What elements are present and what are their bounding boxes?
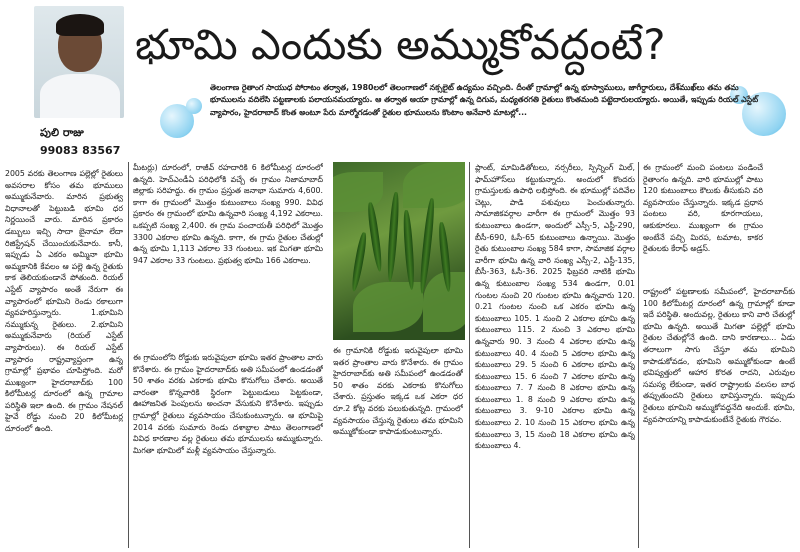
- column-divider: [638, 162, 639, 548]
- article-column-3: ఈ గ్రామానికి రోడ్డుకు ఇరువైపులా భూమి ఇతర ప్రాంతాల వారు కొనేశారు. ఈ గ్రామం హైదరాబాద్‌కు అతి సమీపంలో ఉండడంతో 50 శాతం వరకు ఎకరాకు కొనుగోలు చేశారు. ప్రస్తుతం ఇక్కడ ఒక ఎకరా ధర రూ.2 కోట్ల వరకు పలుకుతున్నది. గ్రామంలో వ్యవసాయం చేస్తున్న రైతులు తమ భూమిని అమ్ముకోకుండా కాపాడుకుంటున్నారు.: [333, 346, 463, 437]
- article-column-2: మీటర్లు) దూరంలో, రాజీవ్ రహదారికి 6 కిలోమీటర్ల దూరంలో ఉన్నది. హెచ్ఎండీఏ పరిధిలోకి వచ్చే ఈ గ్రామం నిజామాబాద్ జిల్లాకు సరిహద్దు. ఈ గ్రామం ప్రస్తుత జనాభా సుమారు 4,600. కాగా ఈ గ్రామంలో మొత్తం కుటుంబాలు సంఖ్య 990. వివిధ ప్రకారం ఈ గ్రామంలో భూమి ఉన్నవారి సంఖ్య 4,192 ఎకరాలు. ఒకప్పటి సంఖ్య 2,400. ఈ గ్రామ పంచాయతీ పరిధిలో మొత్తం 3300 ఎకరాల భూమి ఉన్నది. కాగా, ఈ గ్రామ రైతుల చేతుల్లో ఉన్న భూమి 1,113 ఎకరాల 33 గుంటలు. ఇక మిగతా భూమి 947 ఎకరాల 33 గుంటలు. ప్రభుత్వ భూమి 166 ఎకరాలు.: [133, 163, 323, 265]
- column-divider: [128, 162, 129, 548]
- chilli-plant-photo: [333, 162, 465, 340]
- headline: భూమి ఎందుకు అమ్ముకోవద్దంటే?: [135, 20, 666, 69]
- author-phone: 99083 83567: [40, 144, 121, 157]
- author-box: [0, 0, 135, 160]
- article-column-5: ఈ గ్రామంలో మంచి పంటలు పండించే రైతాంగం ఉన్నది. వారి భూముల్లో పాటు 120 కుటుంబాలు కౌలుకు తీసుకుని వరి వ్యవసాయం చేస్తున్నారు. ఇక్కడ ప్రధాన పంటలు వరి, కూరగాయలు, ఆకుకూరలు. ముఖ్యంగా ఈ గ్రామం అంటేనే పచ్చి మిరప, టమాట, కాకర రైతులకు కేరాఫ్ అడ్రస్.: [643, 163, 763, 254]
- article-column-5-lower: రాష్ట్రంలో పట్టణాలకు సమీపంలో, హైదరాబాద్‌కు 100 కిలోమీటర్ల దూరంలో ఉన్న గ్రామాల్లో కూడా ఇదే పరిస్థితి. అందువల్ల, రైతులు కాని వారి చేతుల్లో భూమి ఉన్నది. అయితే మిగతా పల్లెల్లో భూమి రైతుల చేతుల్లోనే ఉంది. దాని కారణాలు... ఏడు తరాలుగా సాగు చేస్తూ తమ భూమిని కాపాడుకోవడం, భూమిని అమ్ముకోకుండా ఉంటే భవిష్యత్తులో ఆహార కొరత రాదని, ఎరువుల సమస్య లేకుండా, ఇతర రాష్ట్రాలకు వలసల బాధ తప్పుతుందని రైతులు భావిస్తున్నారు. ఇప్పుడు రైతులు భూమిని అమ్ముకోవద్దనేది అందుకే. భూమి, వ్యవసాయాన్ని కాపాడుకుంటేనే రైతుకు గౌరవం.: [643, 287, 795, 424]
- intro-paragraph: తెలంగాణ రైతాంగ సాయుధ పోరాటం తర్వాత, 1980లలో తెలంగాణలో నక్సలైట్ ఉద్యమం వచ్చింది. దీంతో గ్రామాల్లో ఉన్న భూస్వాములు, జాగీర్దారులు, దేశ్‌ముఖ్‌లు తమ తమ భూములను వదిలేసి పట్టణాలకు పలాయనమయ్యారు. ఆ తర్వాత ఆయా గ్రామాల్లో ఉన్న దిగువ, మధ్యతరగతి రైతులు కొంతమంది పట్టెదారులయ్యారు. అయితే, ఇప్పుడు రియల్ ఎస్టేట్ వ్యాపారం, హైదరాబాద్ కొంత అంటూ పేరు మార్మోగడంతో రైతుల భూములను కొంటాం అనేవారి మాటల్లో...: [210, 83, 759, 117]
- author-photo: [34, 6, 124, 118]
- column-divider: [469, 162, 470, 548]
- author-name: పులి రాజు: [40, 126, 84, 139]
- decorative-bubble-left-small: [186, 98, 202, 114]
- article-column-1: 2005 వరకు తెలంగాణ పల్లెల్లో రైతులు అవసరాల కోసం తమ భూములు అమ్ముకునేవారు. మారిన ప్రభుత్వ విధానాలతో పెట్టుబడి భూమి ధర నిర్ణయించే వారు. మారిన ప్రకారం డబ్బులు ఇచ్చి సాదా బైనామా లేదా రిజిస్ట్రేషన్ చేయించుకునేవారు. కానీ, ఇప్పుడు ఏ ఎకరం అమ్మినా భూమి అమ్మకానికి కేవలం ఆ పల్లె ఉన్న రైతుకు కాక తెలియకుండానే పోతుంది. రియల్ ఎస్టేట్ వ్యాపారం అంతే నేరుగా ఈ వ్యాపారంలో భూమిని రెండు రకాలుగా వ్యవహరిస్తున్నారు. 1.భూమిని నమ్ముకున్న రైతులు. 2.భూమిని అమ్ముకునేవారు (రియల్ ఎస్టేట్ వ్యాపారులు). ఈ రియల్ ఎస్టేట్ వ్యాపారం రాష్ట్రవ్యాప్తంగా ఉన్న గ్రామాల్లో ప్రభావం చూపిస్తోంది. మరో ముఖ్యంగా హైదరాబాద్‌కు 100 కిలోమీటర్ల దూరంలో ఉన్న గ్రామాల పరిస్థితి ఇలా ఉంది. ఈ గ్రామం నేషనల్ హైవే రోడ్డు నుంచి 20 కిలోమీటర్ల దూరంలో ఉంది.: [5, 169, 123, 434]
- article-column-2-lower: ఈ గ్రామంలోని రోడ్డుకు ఇరువైపులా భూమి ఇతర ప్రాంతాల వారు కొనేశారు. ఈ గ్రామం హైదరాబాద్‌కు అతి సమీపంలో ఉండడంతో 50 శాతం వరకు ఎకరాకు భూమి కొనుగోలు చేశారు. అయితే వారంతా కొన్నవారికి స్థిరంగా పెట్టుబడులు పెట్టకుండా, ఊహాజనిత పెంపులను అంచనా వేసుకుని కొనేశారు. ఇప్పుడు గ్రామాల్లో రైతులు వ్యవసాయం చేసుకుంటున్నారు. ఆ భూమిపై 2014 వరకు సుమారు రెండు దశాబ్దాల పాటు తెలంగాణలో వివిధ కారణాల వల్ల రైతులు తమ భూములను అమ్ముకున్నారు. మిగతా భూమిలో మళ్లీ వ్యవసాయం చేస్తున్నారు.: [133, 353, 323, 455]
- article-column-4: ప్లాంట్, మామిడితోటలు, నర్సరీలు, స్పిన్నింగ్ మిల్, ఫామ్‌హౌస్‌లు కట్టుకున్నారు. అందులో కొందరు గ్రామస్తులకు ఉపాధి లభిస్తోంది. ఈ భూముల్లో పదివేల చెట్లు, పాడి పశువులు పెంచుతున్నారు. సామాజికవర్గాల వారీగా ఈ గ్రామంలో మొత్తం 93 కుటుంబాలు ఉండగా, అందులో ఎస్సీ-5, ఎస్టీ-290, బీసీ-690, ఓసీ-65 కుటుంబాలు ఉన్నాయి. మొత్తం రైతు కుటుంబాల సంఖ్య 584 కాగా, సామాజిక వర్గాల వారీగా భూమి ఉన్న వారి సంఖ్య ఎస్సీ-2, ఎస్టీ-135, బీసీ-363, ఓసీ-36. 2025 ఫిబ్రవరి నాటికి భూమి ఉన్న కుటుంబాల సంఖ్య 534 ఉండగా, 0.01 గుంటల నుంచి 20 గుంటల భూమి ఉన్నవారు 120. 0.21 గుంటల నుంచి ఒక ఎకరం భూమి ఉన్న కుటుంబాలు 105. 1 నుంచి 2 ఎకరాల భూమి ఉన్న కుటుంబాలు 115. 2 నుంచి 3 ఎకరాల భూమి ఉన్నవారు 90. 3 నుంచి 4 ఎకరాల భూమి ఉన్న కుటుంబాలు 40. 4 నుంచి 5 ఎకరాల భూమి ఉన్న కుటుంబాలు 29. 5 నుంచి 6 ఎకరాల భూమి ఉన్న కుటుంబాలు 15. 6 నుంచి 7 ఎకరాల భూమి ఉన్న కుటుంబాలు 7. 7 నుంచి 8 ఎకరాల భూమి ఉన్న కుటుంబాలు 1. 8 నుంచి 9 ఎకరాల భూమి ఉన్న కుటుంబాలు 3. 9-10 ఎకరాల భూమి ఉన్న కుటుంబాలు 2. 10 నుంచి 15 ఎకరాల భూమి ఉన్న కుటుంబాలు 3, 15 నుంచి 18 ఎకరాల భూమి ఉన్న కుటుంబాలు 4.: [475, 163, 635, 451]
